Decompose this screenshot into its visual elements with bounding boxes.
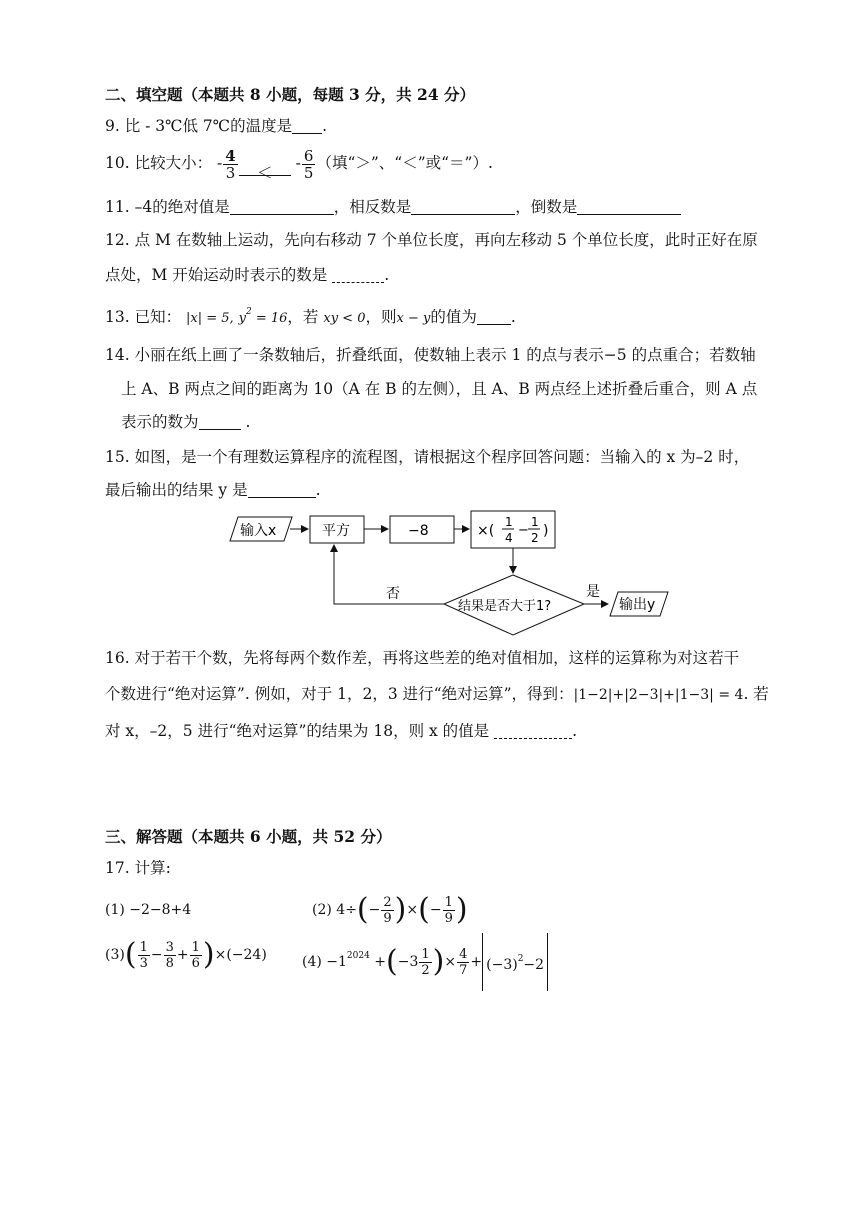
- flow-output-node: [610, 592, 668, 616]
- q10-prefix: 10. 比较大小：: [105, 154, 213, 172]
- q16-example-math: |1−2|+|2−3|+|1−3| = 4: [573, 687, 744, 703]
- q15-text: 最后输出的结果 y 是: [105, 481, 248, 499]
- question-14-line-3: [121, 411, 250, 433]
- question-14-line-2: 上 A、B 两点之间的距离为 10（A 在 B 的左侧），且 A、B 两点经上述折叠后重合，则 A 点: [121, 380, 758, 398]
- q11-blank-reciprocal[interactable]: [577, 198, 681, 215]
- q16-question: 对 x，–2，5 进行“绝对运算”的结果为 18，则 x 的值是: [105, 722, 495, 740]
- question-12-line-1: 12. 点 M 在数轴上运动，先向右移动 7 个单位长度，再向左移动 5 个单位长度，此时正好在原: [105, 231, 758, 249]
- q14-end: .: [240, 413, 251, 431]
- svg-text:×(: ×(: [477, 523, 495, 539]
- flow-square-node: [310, 516, 364, 543]
- q14-text: 表示的数为: [121, 413, 199, 431]
- question-13: [105, 301, 516, 330]
- q10-fraction-2: $\frac{6}{5}$: [303, 146, 314, 182]
- q17-part-4-exponent: 2024: [346, 951, 370, 961]
- q9-text: 9. 比 - 3℃低 7℃的温度是: [105, 117, 293, 135]
- q13-expression: x − y: [396, 311, 431, 326]
- q12-end: .: [384, 266, 390, 284]
- question-12-line-2: [105, 264, 389, 286]
- q11-blank-abs[interactable]: [230, 198, 334, 215]
- q9-end: .: [322, 117, 328, 135]
- q17-part-3-tail: ×(−24): [214, 947, 267, 963]
- svg-text:4: 4: [505, 531, 513, 545]
- flow-decision-label: 结果是否大于1?: [458, 599, 552, 614]
- flow-square-label: 平方: [322, 523, 350, 539]
- section-3-title: 三、解答题（本题共 6 小题，共 52 分）: [105, 827, 392, 846]
- q10-fraction-1: $\frac{4}{3}$: [225, 146, 236, 182]
- flow-minus8-node: [390, 516, 454, 543]
- question-15-line-2: [105, 479, 321, 501]
- q17-part-3: (3)( $\frac{1}{3}$ − $\frac{3}{8}$ + $\frac{1}{6}$ )×(−24): [105, 937, 267, 972]
- q12-text: 点处，M 开始运动时表示的数是: [105, 266, 333, 284]
- svg-text:1: 1: [531, 515, 539, 529]
- question-16-line-3: [105, 720, 577, 742]
- question-16-line-1: 16. 对于若干个数，先将每两个数作差，再将这些差的绝对值相加，这样的运算称为对这若干: [105, 649, 740, 667]
- question-15-line-1: 15. 如图，是一个有理数运算程序的流程图，请根据这个程序回答问题：当输入的 x 为–2 时，: [105, 448, 750, 466]
- q10-minus-1: -: [217, 154, 223, 172]
- svg-text:1: 1: [505, 515, 513, 529]
- q16-end: .: [572, 722, 578, 740]
- q17-part-4-label: (4) −1: [302, 954, 347, 970]
- q13-prefix: 13. 已知：: [105, 308, 182, 326]
- svg-text:): ): [543, 523, 549, 539]
- question-17-title: 17. 计算:: [105, 859, 171, 877]
- q10-comparison: ＜: [256, 163, 273, 182]
- svg-text:2: 2: [531, 531, 539, 545]
- flow-multiply-node: [471, 511, 555, 548]
- q10-minus-2: -: [295, 154, 301, 172]
- flow-output-label: 输出y: [619, 597, 656, 613]
- question-16-line-2: [105, 683, 769, 706]
- q14-answer-blank[interactable]: [199, 413, 241, 430]
- q11-blank-opposite[interactable]: [411, 198, 515, 215]
- flow-decision-node: [444, 575, 584, 635]
- svg-text:−: −: [518, 523, 529, 538]
- q13-end: .: [510, 308, 516, 326]
- q13-answer-blank[interactable]: [477, 308, 511, 325]
- q16-text-end: . 若: [743, 685, 769, 703]
- q13-mid: ，若: [287, 308, 319, 326]
- question-10: [105, 143, 493, 183]
- question-9: [105, 115, 327, 137]
- q15-answer-blank[interactable]: [248, 481, 316, 498]
- flowchart: [222, 508, 677, 640]
- q11-part-b: ，相反数是: [333, 198, 412, 216]
- q10-answer-blank[interactable]: [239, 153, 291, 182]
- section-2-title: 二、填空题（本题共 8 小题，每题 3 分，共 24 分）: [105, 85, 476, 104]
- q17-part-4-absolute: $(-3)^2-2$: [482, 933, 548, 991]
- q13-suffix: 的值为: [430, 308, 477, 326]
- q17-part-4: $(4) -1^{2024} +(-3$ $\frac{1}{2}$ )× $\frac{4}{7}$ + $(-3)^2-2$: [302, 933, 548, 991]
- question-11: [105, 196, 681, 218]
- q17-part-3-label: (3): [105, 947, 125, 963]
- flow-yes-label: 是: [586, 584, 600, 600]
- question-14-line-1: 14. 小丽在纸上画了一条数轴后，折叠纸面，使数轴上表示 1 的点与表示−5 的点重合；若数轴: [105, 346, 756, 364]
- q12-answer-blank[interactable]: [332, 266, 384, 283]
- q17-part-2: (2) 4÷(− $\frac{2}{9}$ )×(− $\frac{1}{9}$ ): [312, 892, 468, 927]
- flow-minus8-label: −8: [408, 523, 429, 539]
- q15-end: .: [315, 481, 321, 499]
- q10-suffix: （填“＞”、“＜”或“＝”）.: [316, 154, 493, 172]
- q16-text: 个数进行“绝对运算”. 例如，对于 1，2，3 进行“绝对运算”，得到：: [105, 685, 574, 703]
- q17-part-1: (1) −2−8+4: [105, 902, 192, 918]
- flow-no-label: 否: [386, 586, 400, 602]
- q13-condition-2: $y^2 = 16$: [238, 307, 288, 326]
- q13-mid-2: ，则: [365, 308, 397, 326]
- q11-part-a: 11. –4的绝对值是: [105, 198, 230, 216]
- flow-input-label: 输入x: [240, 523, 277, 539]
- q11-part-c: ，倒数是: [515, 198, 578, 216]
- q13-condition-1: |x| = 5,: [186, 311, 234, 326]
- q9-answer-blank[interactable]: [292, 117, 322, 134]
- q16-answer-blank[interactable]: [494, 722, 572, 739]
- q13-condition-3: xy < 0: [323, 311, 366, 326]
- q17-part-2-label: (2) 4÷: [312, 902, 357, 918]
- flow-input-node: [230, 517, 292, 541]
